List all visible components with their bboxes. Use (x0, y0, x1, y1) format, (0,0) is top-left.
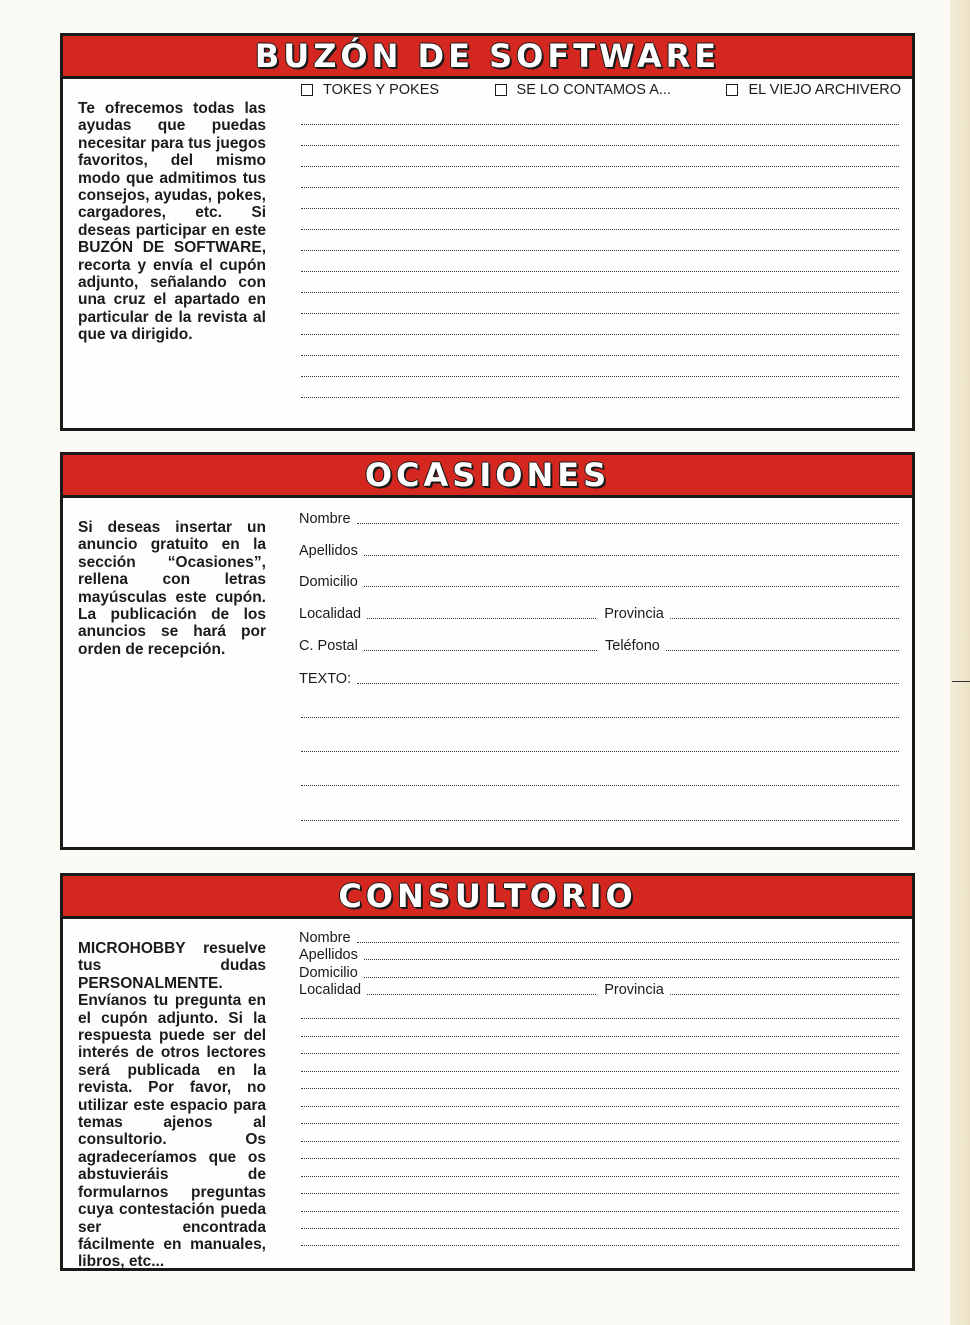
apellidos-field[interactable] (299, 947, 899, 963)
buzon-title: BUZÓN DE SOFTWARE (254, 37, 721, 75)
write-line[interactable] (301, 271, 899, 272)
domicilio-input-line[interactable] (364, 977, 899, 978)
write-line[interactable] (301, 717, 899, 718)
apellidos-input-line[interactable] (364, 959, 899, 960)
write-line[interactable] (301, 1141, 899, 1142)
write-line[interactable] (301, 1193, 899, 1194)
write-line[interactable] (301, 124, 899, 125)
write-line[interactable] (301, 751, 899, 752)
write-line[interactable] (301, 1106, 899, 1107)
ocasiones-banner (63, 455, 912, 498)
write-line[interactable] (301, 292, 899, 293)
provincia-label: Provincia (604, 982, 664, 998)
ocasiones-coupon (60, 452, 915, 850)
nombre-field[interactable] (299, 930, 899, 946)
apellidos-label: Apellidos (299, 947, 358, 963)
cpostal-input-line[interactable] (364, 650, 597, 651)
write-line[interactable] (301, 397, 899, 398)
consultorio-banner (63, 876, 912, 919)
telefono-input-line[interactable] (666, 650, 899, 651)
write-line[interactable] (301, 334, 899, 335)
texto-input-line[interactable] (357, 683, 899, 684)
write-line[interactable] (301, 250, 899, 251)
option-label: SE LO CONTAMOS A... (516, 82, 671, 98)
consultorio-title: CONSULTORIO (338, 877, 637, 915)
option-label: TOKES Y POKES (323, 82, 440, 98)
nombre-input-line[interactable] (357, 523, 899, 524)
nombre-label: Nombre (299, 930, 351, 946)
page-edge (950, 0, 970, 1325)
telefono-label: Teléfono (605, 638, 660, 654)
write-line[interactable] (301, 1158, 899, 1159)
write-line[interactable] (301, 1176, 899, 1177)
ocasiones-title: OCASIONES (364, 456, 611, 494)
write-line[interactable] (301, 355, 899, 356)
apellidos-input-line[interactable] (364, 555, 899, 556)
write-line[interactable] (301, 1245, 899, 1246)
buzon-banner (63, 36, 912, 79)
consultorio-intro: MICROHOBBY resuelve tus dudas PERSONALMENTE. Envíanos tu pregunta en el cupón adjunto. Si la respuesta puede ser del interés de otros lectores será publicada en la revista. Por favor, no utilizar este espacio para temas ajenos al consultorio. Os agradeceríamos que os abstuvieráis de formularnos preguntas cuya contestación pueda ser encontrada fácilmente en manuales, libros, etc... (78, 940, 266, 1271)
checkbox-icon[interactable] (301, 84, 313, 96)
write-line[interactable] (301, 785, 899, 786)
option-se-lo-contamos[interactable] (495, 82, 671, 98)
localidad-input-line[interactable] (367, 618, 596, 619)
provincia-input-line[interactable] (670, 994, 899, 995)
domicilio-field[interactable] (299, 572, 899, 590)
texto-field[interactable] (299, 669, 899, 687)
texto-label: TEXTO: (299, 671, 352, 687)
domicilio-label: Domicilio (299, 965, 358, 981)
checkbox-icon[interactable] (726, 84, 738, 96)
buzon-options (301, 82, 901, 98)
checkbox-icon[interactable] (495, 84, 507, 96)
write-line[interactable] (301, 166, 899, 167)
nombre-label: Nombre (299, 511, 351, 527)
write-line[interactable] (301, 1071, 899, 1072)
write-line[interactable] (301, 1211, 899, 1212)
cpostal-telefono-field[interactable] (299, 636, 899, 654)
write-line[interactable] (301, 229, 899, 230)
option-viejo-archivero[interactable] (726, 82, 901, 98)
write-line[interactable] (301, 376, 899, 377)
write-line[interactable] (301, 1053, 899, 1054)
buzon-intro: Te ofrecemos todas las ayudas que puedas necesitar para tus juegos favoritos, del mismo modo que admitimos tus consejos, ayudas, pokes, cargadores, etc. Si deseas participar en este BUZÓN DE SOFTWARE, recorta y envía el cupón adjunto, señalando con una cruz el apartado en particular de la revista al que va dirigido. (78, 100, 266, 344)
localidad-input-line[interactable] (367, 994, 596, 995)
localidad-label: Localidad (299, 982, 362, 998)
localidad-label: Localidad (299, 606, 362, 622)
write-line[interactable] (301, 820, 899, 821)
ocasiones-intro: Si deseas insertar un anuncio gratuito en la sección “Ocasiones”, rellena con letras mayúsculas este cupón. La publicación de los anuncios se hará por orden de recepción. (78, 519, 266, 658)
domicilio-field[interactable] (299, 965, 899, 981)
apellidos-label: Apellidos (299, 543, 358, 559)
write-line[interactable] (301, 313, 899, 314)
page-edge-line (952, 681, 970, 682)
domicilio-label: Domicilio (299, 574, 358, 590)
provincia-input-line[interactable] (670, 618, 899, 619)
apellidos-field[interactable] (299, 541, 899, 559)
write-line[interactable] (301, 1018, 899, 1019)
write-line[interactable] (301, 1123, 899, 1124)
option-label: EL VIEJO ARCHIVERO (748, 82, 901, 98)
localidad-provincia-field[interactable] (299, 604, 899, 622)
nombre-input-line[interactable] (357, 942, 899, 943)
buzon-coupon (60, 33, 915, 431)
write-line[interactable] (301, 145, 899, 146)
domicilio-input-line[interactable] (364, 586, 899, 587)
write-line[interactable] (301, 1228, 899, 1229)
localidad-provincia-field[interactable] (299, 982, 899, 998)
cpostal-label: C. Postal (299, 638, 358, 654)
nombre-field[interactable] (299, 509, 899, 527)
write-line[interactable] (301, 208, 899, 209)
consultorio-coupon (60, 873, 915, 1271)
provincia-label: Provincia (604, 606, 664, 622)
write-line[interactable] (301, 1036, 899, 1037)
option-tokes-y-pokes[interactable] (301, 82, 439, 98)
write-line[interactable] (301, 187, 899, 188)
write-line[interactable] (301, 1088, 899, 1089)
